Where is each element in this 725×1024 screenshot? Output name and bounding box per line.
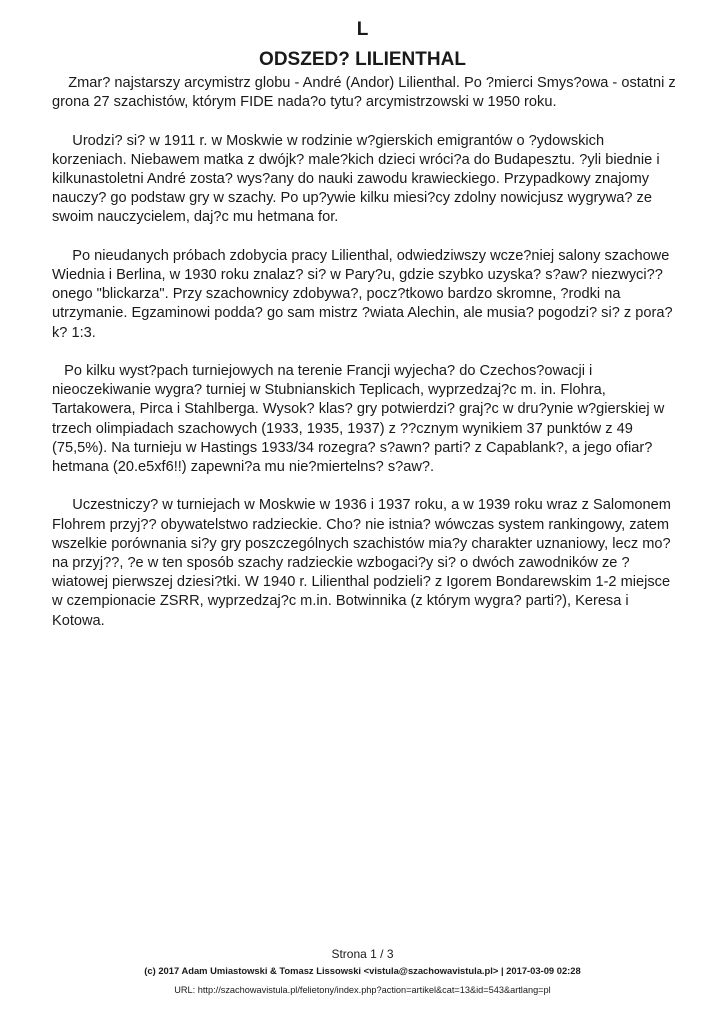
source-url: URL: http://szachowavistula.pl/felietony/index.php?action=artikel&cat=13&id=543&artlang=pl	[174, 985, 551, 995]
paragraph-early-life: Urodzi? si? w 1911 r. w Moskwie w rodzinie w?gierskich emigrantów o ?ydowskich korzeniach. Niebawem matka z dwójk? male?kich dzieci wróci?a do Budapesztu. ?yli biednie i kilkunastoletni André zosta? wys?any do nauki zawodu krawieckiego. Przypadkowy znajomy nauczy? go podstaw gry w szachy. Po up?ywie kilku miesi?cy zdolny nowicjusz wygrywa? ze swoim nauczycielem, daj?c mu hetmana for.	[52, 132, 664, 226]
paragraph-tournaments: Po kilku wyst?pach turniejowych na terenie Francji wyjecha? do Czechos?owacji i nieoczekiwanie wygra? turniej w Stubnianskich Teplicach, wyprzedzaj?c m. in. Flohra, Tartakowera, Pirca i Stahlberga. Wysok? klas? gry potwierdzi? graj?c w dru?ynie w?gierskiej w trzech olimpiadach szachowych (1933, 1935, 1937) z ??cznym wynikiem 37 punktów z 49 (75,5%). Na turnieju w Hastings 1933/34 rozegra? s?awn? parti? z Capablank?, a jego ofiar? hetmana (20.e5xf6!!) zapewni?a mu nie?miertelns? s?aw?.	[52, 363, 669, 476]
article-body	[52, 74, 682, 650]
paragraph-paris: Po nieudanych próbach zdobycia pracy Lilienthal, odwiedziwszy wcze?niej salony szachowe Wiednia i Berlina, w 1930 roku znalaz? si? w Pary?u, gdzie szybko uzyska? s?aw? niezwyci??onego "blickarza". Przy szachownicy zdobywa?, pocz?tkowo bardzo skromne, ?rodki na utrzymanie. Egzaminowi podda? go sam mistrz ?wiata Alechin, ale musia? pogodzi? si? z pora?k? 1:3.	[52, 247, 674, 341]
paragraph-moscow: Uczestniczy? w turniejach w Moskwie w 1936 i 1937 roku, a w 1939 roku wraz z Salomonem Flohrem przyj?? obywatelstwo radzieckie. Cho? nie istnia? wówczas system rankingowy, zatem wszelkie porównania si?y gry poszczególnych szachistów mia?y charakter uznaniowy, lecz mo?na przyj??, ?e w ten sposób szachy radzieckie wzbogaci?y si? o dwóch zawodników ze ?wiatowej pierwszej dziesi?tki. W 1940 r. Lilienthal podzieli? z Igorem Bondarewskim 1-2 miejsce w czempionacie ZSRR, wyprzedzaj?c m.in. Botwinnika (z którym wygra? parti?), Keresa i Kotowa.	[52, 497, 675, 629]
section-letter: L	[356, 19, 369, 40]
paragraph-intro: Zmar? najstarszy arcymistrz globu - André (Andor) Lilienthal. Po ?mierci Smys?owa - ostatni z grona 27 szachistów, którym FIDE nada?o tytu? arcymistrzowski w 1950 roku.	[52, 75, 680, 111]
article-title: ODSZED? LILIENTHAL	[259, 49, 466, 70]
page-number: Strona 1 / 3	[331, 947, 394, 961]
copyright-line: (c) 2017 Adam Umiastowski & Tomasz Lissowski <vistula@szachowavistula.pl> | 2017-03-09 02:28	[144, 965, 581, 976]
